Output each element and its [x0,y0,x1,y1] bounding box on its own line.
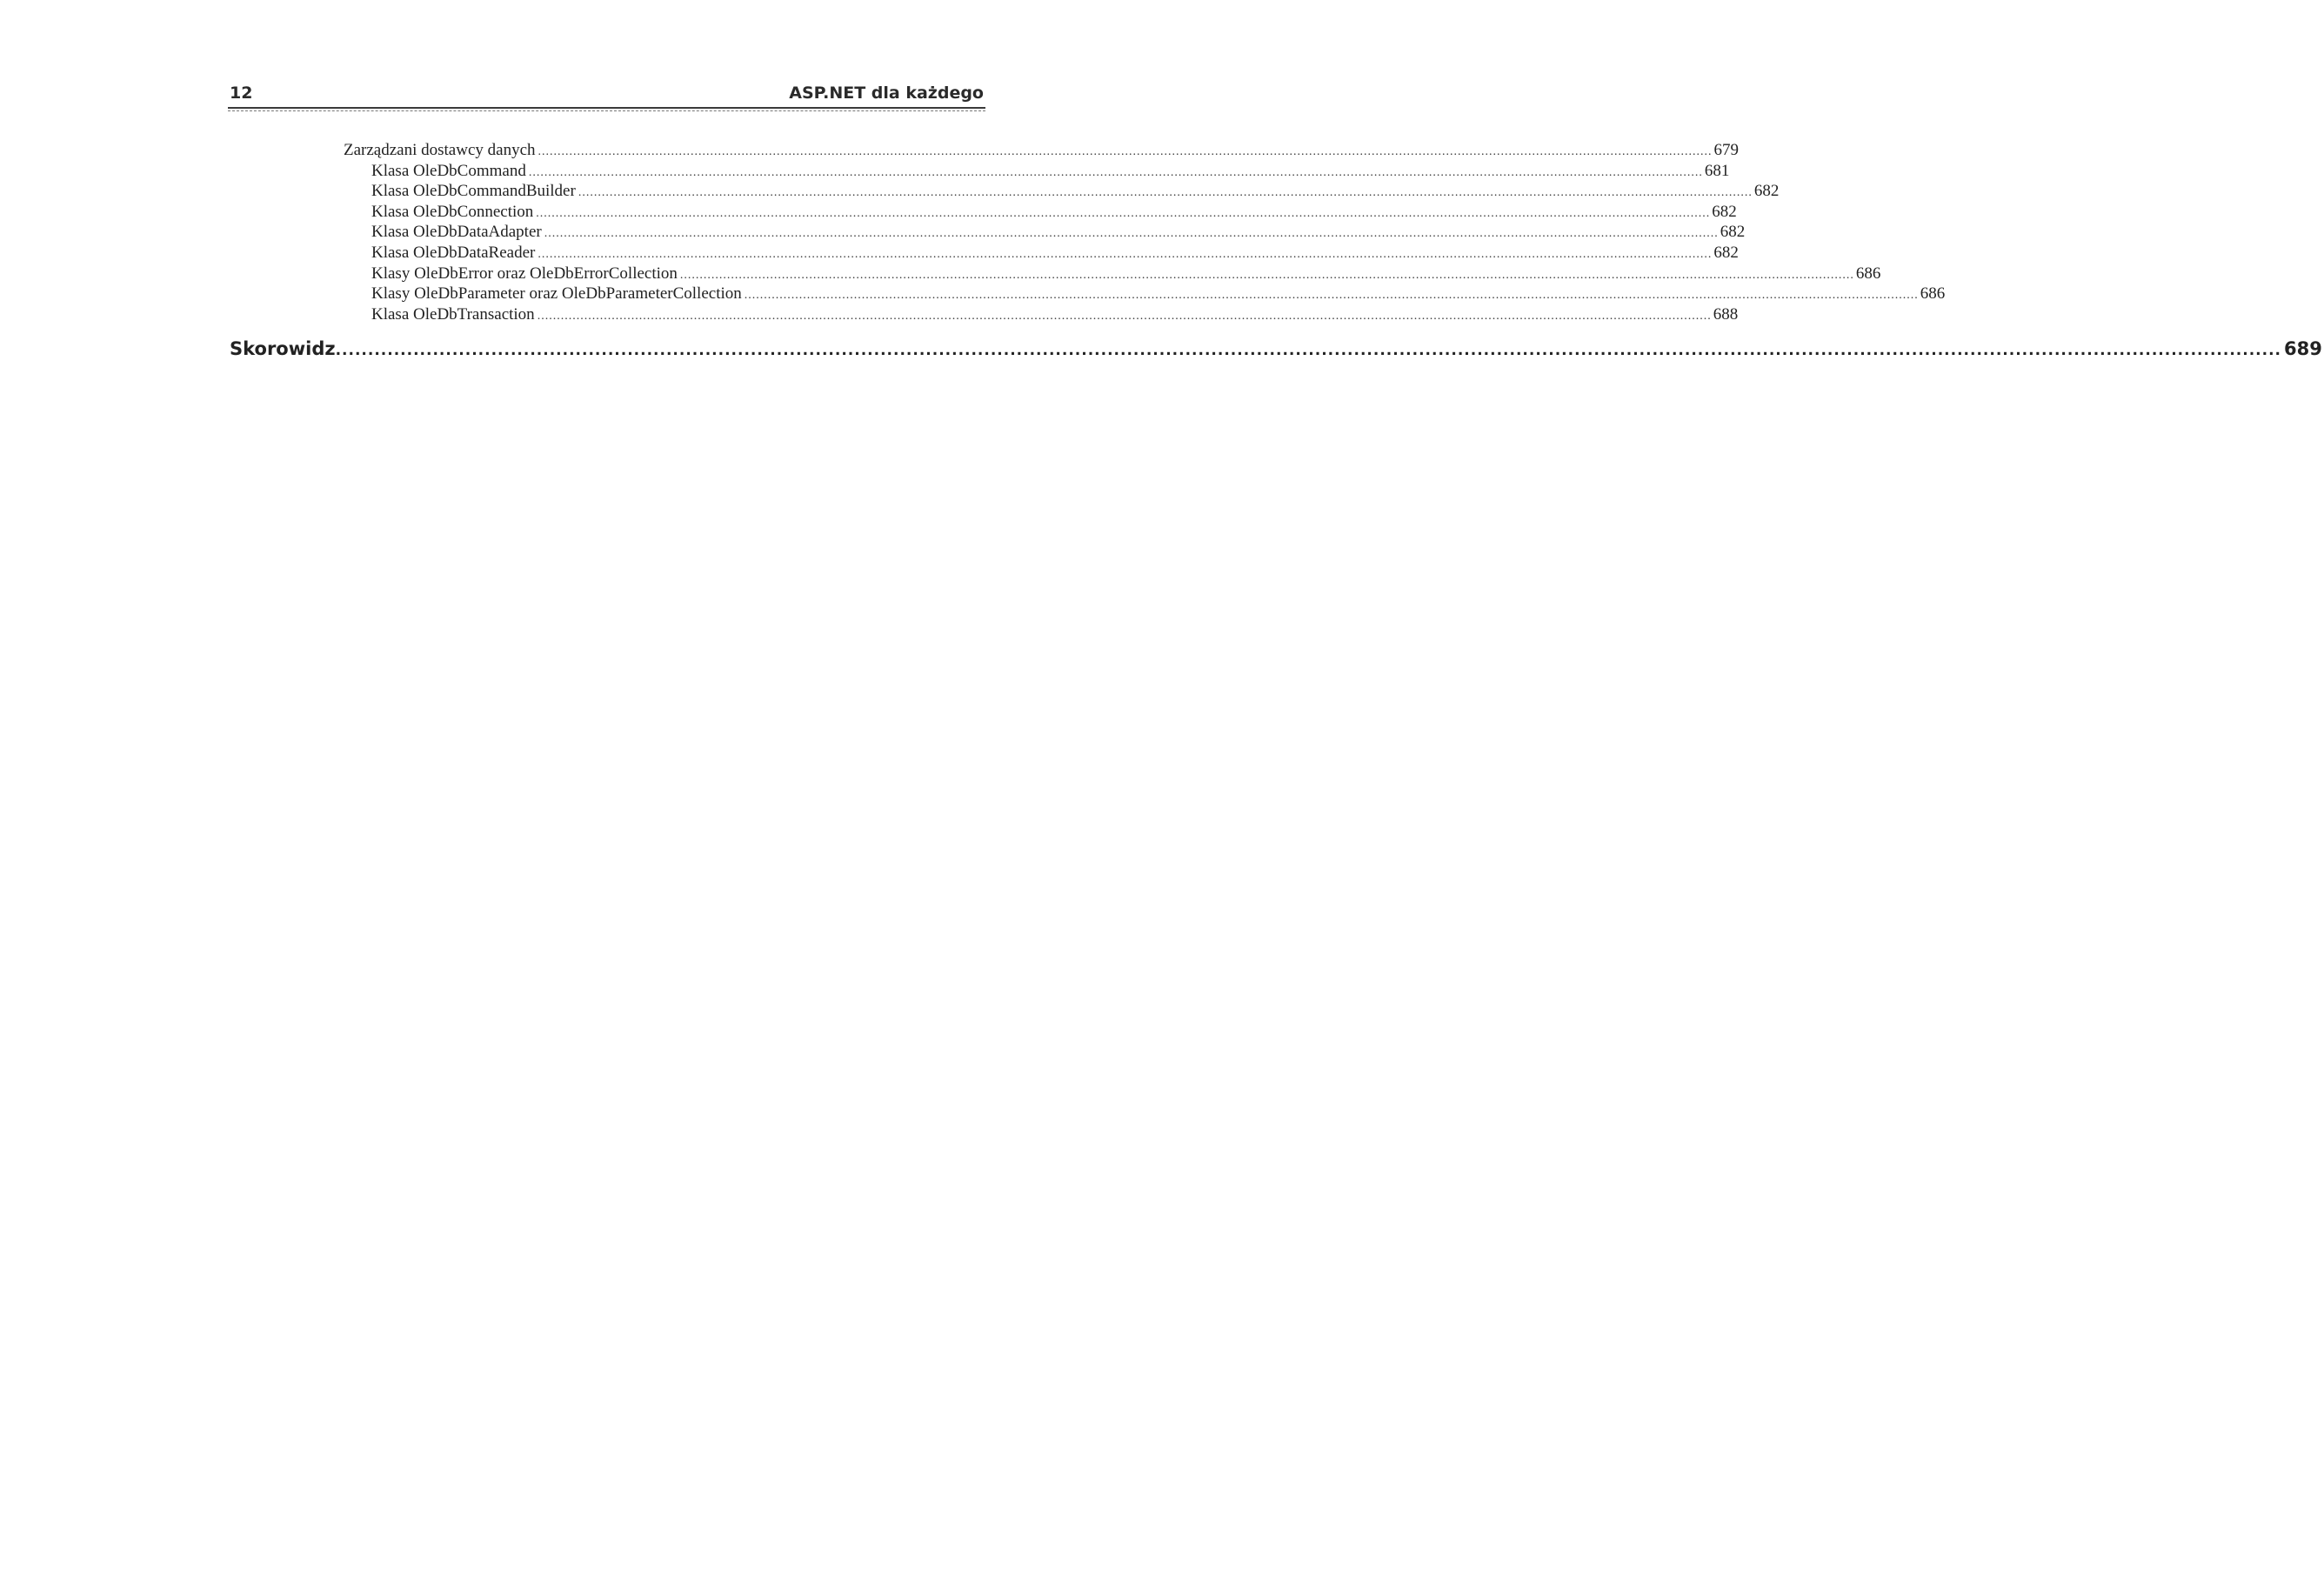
toc-entry-page: 682 [1720,223,1746,242]
dot-leader: ............................................................................................................................................................................................................................................................................................................ [537,309,1712,323]
toc-entry-page: 682 [1713,243,1739,262]
table-of-contents [228,141,1946,325]
toc-entry-page: 682 [1712,202,1737,221]
dot-leader: ............................................................................................................................................................................................................................................................................................................ [538,145,1713,158]
toc-entry [228,182,1780,203]
running-title: ASP.NET dla każdego [789,83,984,103]
toc-entry-page: 686 [1920,284,1946,304]
toc-entry-label: Klasa OleDbTransaction [371,304,535,324]
toc-entry-index [228,338,2322,364]
dot-leader: ............................................................................................................................................................................................................................................................................................................ [528,165,1703,179]
toc-entry-label: Klasy OleDbParameter oraz OleDbParameterCollection [371,284,742,304]
dot-leader: ............................................................................................................................................................................................................................................................................................................ [679,268,1854,282]
dot-leader: ............................................................................................................................................................................................................................................................................................................ [536,206,1711,220]
header-dashed-rule [228,110,985,111]
dot-leader: ............................................................................................................................................................................................................................................................................................................ [335,342,2281,359]
toc-entry-page: 689 [2284,338,2322,359]
toc-entry-label: Klasa OleDbConnection [371,202,534,221]
toc-entry-page: 688 [1713,304,1739,324]
header-rule [228,107,985,109]
toc-entry-label: Klasa OleDbCommand [371,161,526,180]
toc-entry-label: Klasa OleDbDataAdapter [371,223,542,242]
toc-entry [228,223,1746,244]
toc-entry [228,304,1739,326]
toc-entry [228,264,1881,285]
dot-leader: ............................................................................................................................................................................................................................................................................................................ [544,227,1719,241]
toc-entry [228,202,1737,224]
toc-entry-label: Skorowidz [230,338,336,359]
dot-leader: ............................................................................................................................................................................................................................................................................................................ [744,289,1919,303]
toc-entry [228,141,1740,162]
toc-entry-page: 679 [1713,141,1740,159]
toc-entry-page: 682 [1753,182,1780,201]
toc-entry-label: Klasy OleDbError oraz OleDbErrorCollection [371,264,678,283]
toc-entry-page: 681 [1704,161,1730,180]
dot-leader: ............................................................................................................................................................................................................................................................................................................ [578,186,1753,200]
toc-entry [228,284,1946,305]
dot-leader: ............................................................................................................................................................................................................................................................................................................ [538,247,1713,261]
toc-entry-label: Klasa OleDbDataReader [371,243,536,262]
toc-entry [228,161,1730,183]
page-number: 12 [230,83,253,103]
toc-entry [228,243,1739,264]
page-header [228,83,985,106]
toc-entry-label: Zarządzani dostawcy danych [344,141,536,159]
toc-entry-page: 686 [1855,264,1881,283]
toc-entry-label: Klasa OleDbCommandBuilder [371,182,576,201]
